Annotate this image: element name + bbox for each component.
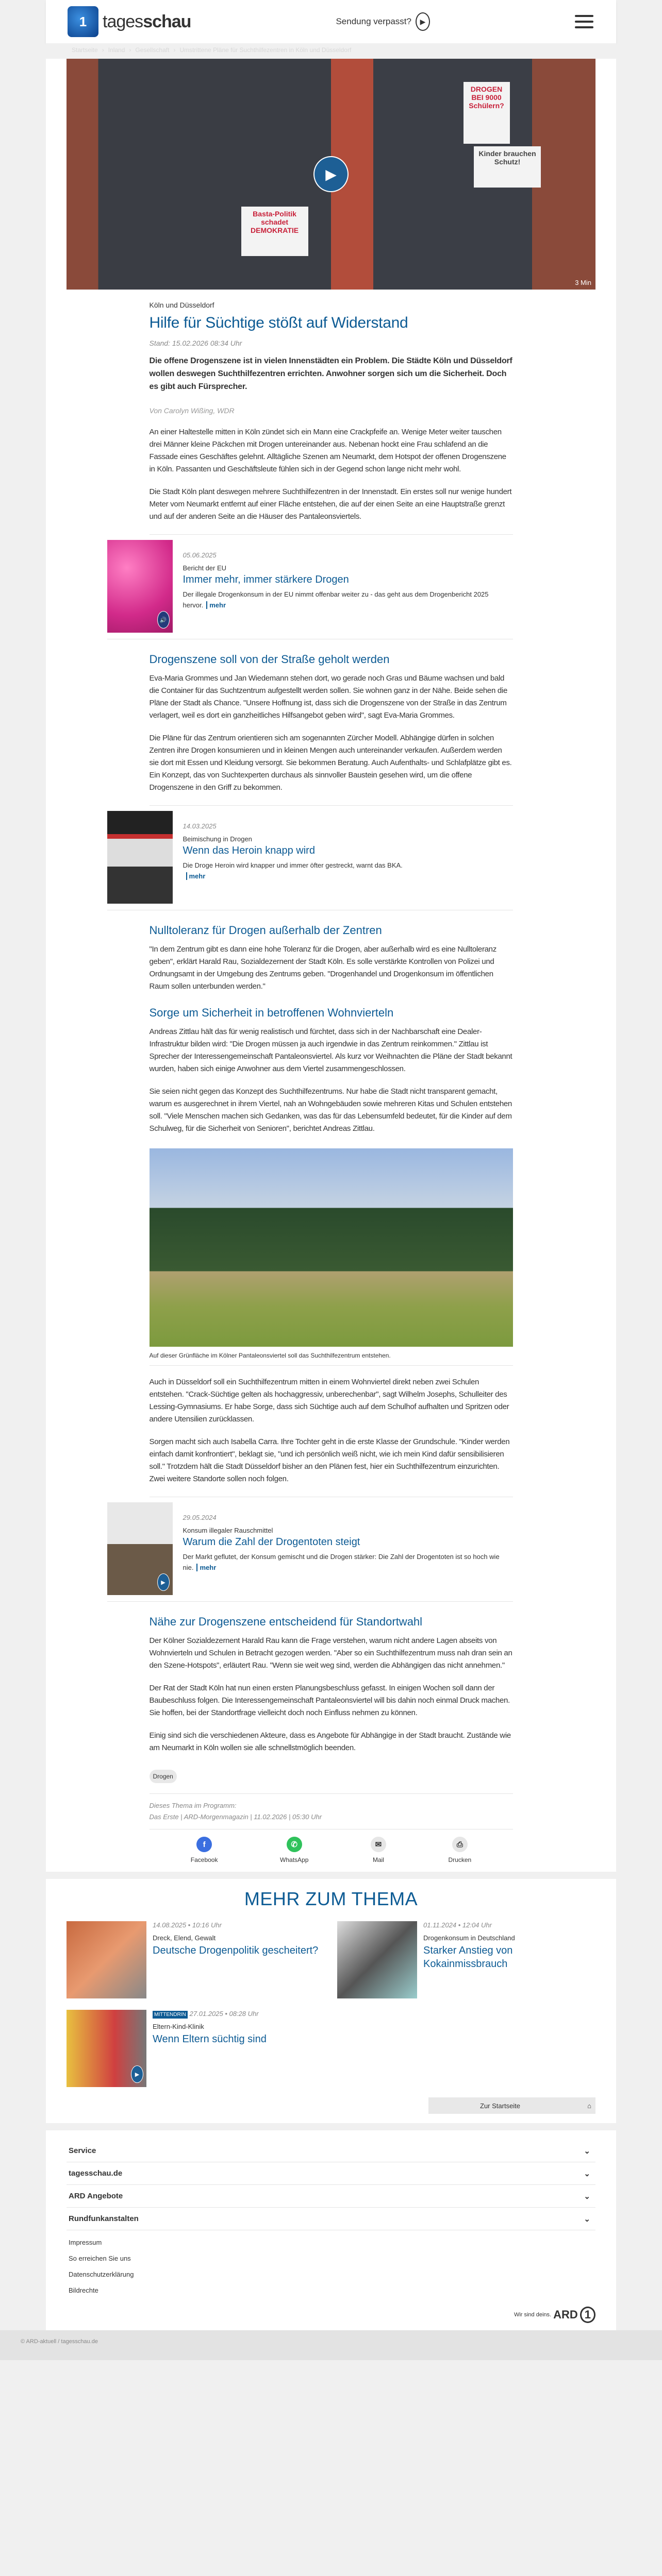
teaser-description: Die Droge Heroin wird knapper und immer öfter gestreckt, warnt das BKA.	[183, 861, 403, 869]
more-link[interactable]: mehr	[206, 601, 226, 609]
share-whatsapp[interactable]	[280, 1837, 308, 1863]
teaser-topline: Drogenkonsum in Deutschland	[423, 1934, 515, 1942]
teaser-date: 01.11.2024 • 12:04 Uhr	[423, 1921, 492, 1929]
whatsapp-icon: ✆	[287, 1837, 302, 1852]
share-label: Mail	[372, 1856, 384, 1863]
ard-wordmark: ARD	[553, 2308, 578, 2321]
share-label: WhatsApp	[280, 1856, 309, 1863]
accordion-label: Rundfunkanstalten	[69, 2214, 139, 2223]
page	[46, 0, 616, 2330]
teaser-image	[107, 1502, 173, 1595]
teaser-date: 14.03.2025	[183, 822, 217, 830]
chevron-down-icon: ⌄	[584, 2192, 590, 2201]
teaser-image	[67, 2010, 146, 2087]
article-image-green-space	[150, 1148, 513, 1347]
more-link[interactable]: mehr	[196, 1564, 216, 1571]
breadcrumb: Startseite › Inland › Gesellschaft › Umstrittene Pläne für Suchthilfezentren in Köln und Düsseldorf	[46, 43, 616, 59]
section-heading: Drogenszene soll von der Straße geholt werden	[149, 653, 390, 666]
more-topic-item[interactable]	[337, 1921, 595, 1998]
article-title: Hilfe für Süchtige stößt auf Widerstand	[149, 314, 408, 331]
image-caption: Auf dieser Grünfläche im Kölner Pantaleonsviertel soll das Suchthilfezentrum entstehen.	[149, 1352, 391, 1359]
play-video-button[interactable]: ▶	[313, 156, 349, 192]
section-heading: Nulltoleranz für Drogen außerhalb der Zentren	[149, 924, 382, 937]
teaser-topline: Dreck, Elend, Gewalt	[153, 1934, 216, 1942]
more-topic-item[interactable]	[67, 1921, 325, 1998]
topic-tag[interactable]: Drogen	[150, 1770, 177, 1783]
chevron-down-icon: ⌄	[584, 2146, 590, 2156]
teaser-date: 14.08.2025 • 10:16 Uhr	[153, 1921, 222, 1929]
teaser-date: 05.06.2025	[183, 551, 217, 559]
hero-video[interactable]	[67, 59, 595, 290]
more-link[interactable]: mehr	[186, 872, 206, 880]
footer-link-contact[interactable]: So erreichen Sie uns	[69, 2255, 131, 2262]
section-heading: Sorge um Sicherheit in betroffenen Wohnvierteln	[149, 1006, 394, 1019]
ard-slogan: Wir sind deins.	[514, 2312, 552, 2318]
teaser-description: Der illegale Drogenkonsum in der EU nimmt offenbar weiter zu - das geht aus dem Drogenbericht 2025 hervor.	[183, 590, 489, 609]
more-on-topic	[46, 1879, 616, 2123]
share-label: Drucken	[448, 1856, 472, 1863]
missed-label: Sendung verpasst?	[336, 16, 411, 26]
logo-text-light: tages	[103, 11, 143, 31]
related-teaser[interactable]	[107, 540, 513, 639]
home-label: Zur Startseite	[480, 2102, 521, 2110]
paragraph: Sorgen macht sich auch Isabella Carra. Ihre Tochter geht in die erste Klasse der Grundschule. "Kinder werden einfach damit konfrontiert", beklagt sie, "und ich persönlich weiß nicht, wie ich mein Kind dafür sensibilisieren soll." Trotzdem hält die Stadt Düsseldorf bisher an den Plänen fest, hier ein Suchthilfezentrum einzurichten. Zwei weitere Standorte sollen noch folgen.	[149, 1437, 510, 1483]
article	[150, 301, 513, 1872]
program-label: Dieses Thema im Programm:	[149, 1802, 237, 1809]
paragraph: Der Kölner Sozialdezernent Harald Rau kann die Frage verstehen, warum nicht andere Lagen abseits von Wohnvierteln und Schulen in Betracht gezogen werden. "Aber so ein Suchthilfezentrum muss nah dran sein an den Szene-Hotspots", erläutert Rau. "Wenn sie weit weg sind, werden die Abhängigen das nicht annehmen."	[149, 1636, 512, 1670]
menu-button[interactable]	[575, 15, 593, 28]
accordion-label: ARD Angebote	[69, 2192, 123, 2200]
program-info	[150, 1793, 513, 1829]
more-on-topic-heading: MEHR ZUM THEMA	[244, 1888, 418, 1909]
footer-link-image-rights[interactable]: Bildrechte	[69, 2286, 98, 2294]
site-header	[46, 0, 616, 43]
article-topline: Köln und Düsseldorf	[149, 301, 214, 309]
protest-banner: DROGEN BEI 9000 Schülern?	[464, 82, 510, 144]
footer-accordion-ard[interactable]	[67, 2185, 595, 2208]
paragraph: An einer Haltestelle mitten in Köln zündet sich ein Mann eine Crackpfeife an. Wenige Meter weiter tauschen drei Männer kleine Päckchen mit Drogen untereinander aus. Nebenan hockt eine Frau schlafend an die Fassade eines Geschäftes gelehnt. Alltägliche Szenen am Neumarkt, dem Hotspot der offenen Drogenszene in Köln. Passanten und Geschäftsleute fühlen sich in der Gegend schon lange nicht mehr wohl.	[149, 428, 506, 473]
teaser-image	[107, 811, 173, 904]
protest-banner: Kinder brauchen Schutz!	[474, 146, 541, 188]
share-mail[interactable]	[371, 1837, 386, 1863]
print-button[interactable]	[449, 1837, 472, 1863]
footer-link-privacy[interactable]: Datenschutzerklärung	[69, 2270, 134, 2278]
teaser-topline: Konsum illegaler Rauschmittel	[183, 1527, 273, 1534]
teaser-description: Der Markt geflutet, der Konsum gemischt und die Drogen stärker: Die Zahl der Drogentoten ist so hoch wie nie.	[183, 1553, 500, 1571]
related-teaser[interactable]	[107, 811, 513, 910]
share-label: Facebook	[190, 1856, 218, 1863]
mail-icon: ✉	[371, 1837, 386, 1852]
home-icon: ⌂	[587, 2102, 591, 2110]
footer-accordion-tagesschau[interactable]	[67, 2162, 595, 2185]
mittendrin-badge: MITTENDRIN	[153, 2011, 188, 2019]
article-timestamp: Stand: 15.02.2026 08:34 Uhr	[149, 339, 242, 347]
copyright: © ARD-aktuell / tagesschau.de	[0, 2330, 662, 2360]
home-button[interactable]	[428, 2097, 595, 2114]
video-icon: ▶	[131, 2065, 143, 2083]
teaser-topline: Bericht der EU	[183, 564, 227, 572]
section-heading: Nähe zur Drogenszene entscheidend für Standortwahl	[149, 1615, 423, 1628]
teaser-image	[337, 1921, 417, 1998]
logo-text-bold: schau	[143, 11, 191, 31]
teaser-title[interactable]: Deutsche Drogenpolitik gescheitert?	[153, 1945, 319, 1956]
video-icon: ▶	[157, 1573, 170, 1591]
teaser-title[interactable]: Warum die Zahl der Drogentoten steigt	[183, 1536, 360, 1548]
footer	[46, 2130, 616, 2330]
paragraph: Eva-Maria Grommes und Jan Wiedemann stehen dort, wo gerade noch Gras und Bäume wachsen und bald die Container für das Suchtzentrum aufgestellt werden sollen. Sie wohnen ganz in der Nähe. Beide sehen die Pläne der Stadt als Chance. "Unsere Hoffnung ist, dass sich die Drogenszene von der Straße in das Zentrum verlagert, weil es dort ein ganzheitliches Hilfsangebot geben wird", sagt Eva-Maria Grommes.	[149, 674, 507, 720]
more-topic-item[interactable]	[67, 2010, 325, 2087]
teaser-title[interactable]: Immer mehr, immer stärkere Drogen	[183, 574, 349, 585]
article-author: Von Carolyn Wißing, WDR	[149, 406, 235, 415]
share-bar	[150, 1829, 513, 1872]
accordion-label: tagesschau.de	[69, 2169, 123, 2178]
paragraph: Die Stadt Köln plant deswegen mehrere Suchthilfezentren in der Innenstadt. Ein erstes soll nur wenige hundert Meter vom Neumarkt entfernt auf einer Fläche entstehen, die auf der einen Seite an eine Hauptstraße grenzt und auf der anderen Seite an die Häuser des Pantaleonsviertels.	[149, 487, 512, 521]
breadcrumb-home[interactable]: Startseite	[72, 46, 98, 54]
article-intro: Die offene Drogenszene ist in vielen Innenstädten ein Problem. Die Städte Köln und Düsseldorf wollen deswegen Suchthilfezentren errichten. Anwohner sorgen sich um die Sicherheit. Doch es gibt auch Fürsprecher.	[149, 357, 512, 391]
teaser-topline: Beimischung in Drogen	[183, 835, 252, 843]
teaser-title[interactable]: Wenn das Heroin knapp wird	[183, 845, 315, 856]
breadcrumb-inland[interactable]: Inland	[108, 46, 125, 54]
teaser-title[interactable]: Starker Anstieg von Kokainmissbrauch	[423, 1945, 513, 1970]
share-facebook[interactable]	[191, 1837, 218, 1863]
ard-one-logo-icon: 1	[68, 6, 98, 37]
play-icon: ▶	[416, 12, 430, 31]
ard-one-icon: 1	[580, 2307, 595, 2323]
chevron-down-icon: ⌄	[584, 2214, 590, 2224]
paragraph: Sie seien nicht gegen das Konzept des Suchthilfezentrums. Nur habe die Stadt nicht transparent gemacht, warum es ausgerechnet in ihrem Viertel, nah an Wohngebäuden sowie mehreren Kitas und Schulen entstehen soll. "Viele Menschen machen sich Gedanken, was das für das Lebensumfeld bedeutet, für die Kinder auf dem Schulweg, für die Sicherheit von Senioren", berichtet Andreas Zittlau.	[149, 1087, 512, 1133]
breadcrumb-current: Umstrittene Pläne für Suchthilfezentren in Köln und Düsseldorf	[179, 46, 352, 54]
printer-icon: ⎙	[452, 1837, 468, 1852]
footer-accordion-service[interactable]	[67, 2140, 595, 2162]
tagesschau-logo[interactable]	[68, 6, 191, 37]
missed-broadcast-link[interactable]	[336, 12, 430, 31]
paragraph: Der Rat der Stadt Köln hat nun einen ersten Planungsbeschluss gefasst. In einigen Wochen soll dann der Baubeschluss folgen. Die Interessengemeinschaft Pantaleonsviertel will bis dahin noch einmal Druck machen. Sie hoffen, bei der Standortfrage vielleicht doch noch Einfluss nehmen zu können.	[149, 1684, 510, 1717]
teaser-topline: Eltern-Kind-Klinik	[153, 2023, 204, 2030]
teaser-date: 27.01.2025 • 08:28 Uhr	[189, 2010, 259, 2018]
paragraph: Einig sind sich die verschiedenen Akteure, dass es Angebote für Abhängige in der Stadt braucht. Zustände wie am Neumarkt in Köln wollen sie alle schnellstmöglich beenden.	[149, 1731, 511, 1752]
teaser-title[interactable]: Wenn Eltern süchtig sind	[153, 2033, 267, 2045]
paragraph: Auch in Düsseldorf soll ein Suchthilfezentrum mitten in einem Wohnviertel direkt neben zwei Schulen entstehen. "Crack-Süchtige gelten als hochaggressiv, unberechenbar", sagt Wilhelm Josephs, Schulleiter des Lessing-Gymnasiums. Er habe Sorge, dass sich Süchtige auch auf dem Schulhof aufhalten und Spritzen oder andere Utensilien zurücklassen.	[149, 1378, 509, 1423]
footer-accordion-rundfunk[interactable]	[67, 2208, 595, 2230]
paragraph: "In dem Zentrum gibt es dann eine hohe Toleranz für die Drogen, aber außerhalb wird es eine Nulltoleranz geben", erklärt Harald Rau, Sozialdezernent der Stadt Köln. Es solle verstärkte Kontrollen von Polizei und Ordnungsamt in der Umgebung des Zentrums geben. "Drogenhandel und Drogenkonsum im öffentlichen Raum sollen unterbunden werden."	[149, 945, 496, 991]
accordion-label: Service	[69, 2146, 96, 2155]
teaser-image	[67, 1921, 146, 1998]
teaser-image	[107, 540, 173, 633]
paragraph: Andreas Zittlau hält das für wenig realistisch und fürchtet, dass sich in der Nachbarschaft eine Dealer-Infrastruktur bilden wird: "Die Drogen müssen ja auch irgendwie in das Zentrum reinkommen." Zittlau ist Sprecher der Interessengemeinschaft Pantaleonsviertel. Als kurz vor Weihnachten die Pläne der Stadt bekannt wurden, haben sich einige Anwohner aus dem Viertel zusammengeschlossen.	[149, 1027, 512, 1073]
ard-logo[interactable]	[67, 2294, 595, 2330]
teaser-date: 29.05.2024	[183, 1514, 217, 1521]
protest-banner: Basta-Politik schadet DEMOKRATIE	[241, 207, 308, 256]
related-teaser[interactable]	[107, 1502, 513, 1602]
facebook-icon: f	[196, 1837, 212, 1852]
video-duration: 3 Min	[575, 279, 591, 286]
chevron-down-icon: ⌄	[584, 2169, 590, 2178]
audio-icon: 🔊	[157, 611, 170, 629]
breadcrumb-gesellschaft[interactable]: Gesellschaft	[135, 46, 170, 54]
footer-link-impressum[interactable]: Impressum	[69, 2239, 102, 2246]
paragraph: Die Pläne für das Zentrum orientieren sich am sogenannten Zürcher Modell. Abhängige dürfen in solchen Zentren ihre Drogen konsumieren und in kleinen Mengen auch untereinander verkaufen. Außerdem werden sie dort mit Essen und Kleidung versorgt. Sie bekommen Beratung. Auch Aufenthalts- und Schlafplätze gibt es. Ein Konzept, das von Suchtexperten durchaus als sinnvoller Baustein gesehen wird, um die offene Drogenszene in den Griff zu bekommen.	[149, 734, 512, 792]
program-value: Das Erste | ARD-Morgenmagazin | 11.02.2026 | 05:30 Uhr	[149, 1813, 322, 1821]
